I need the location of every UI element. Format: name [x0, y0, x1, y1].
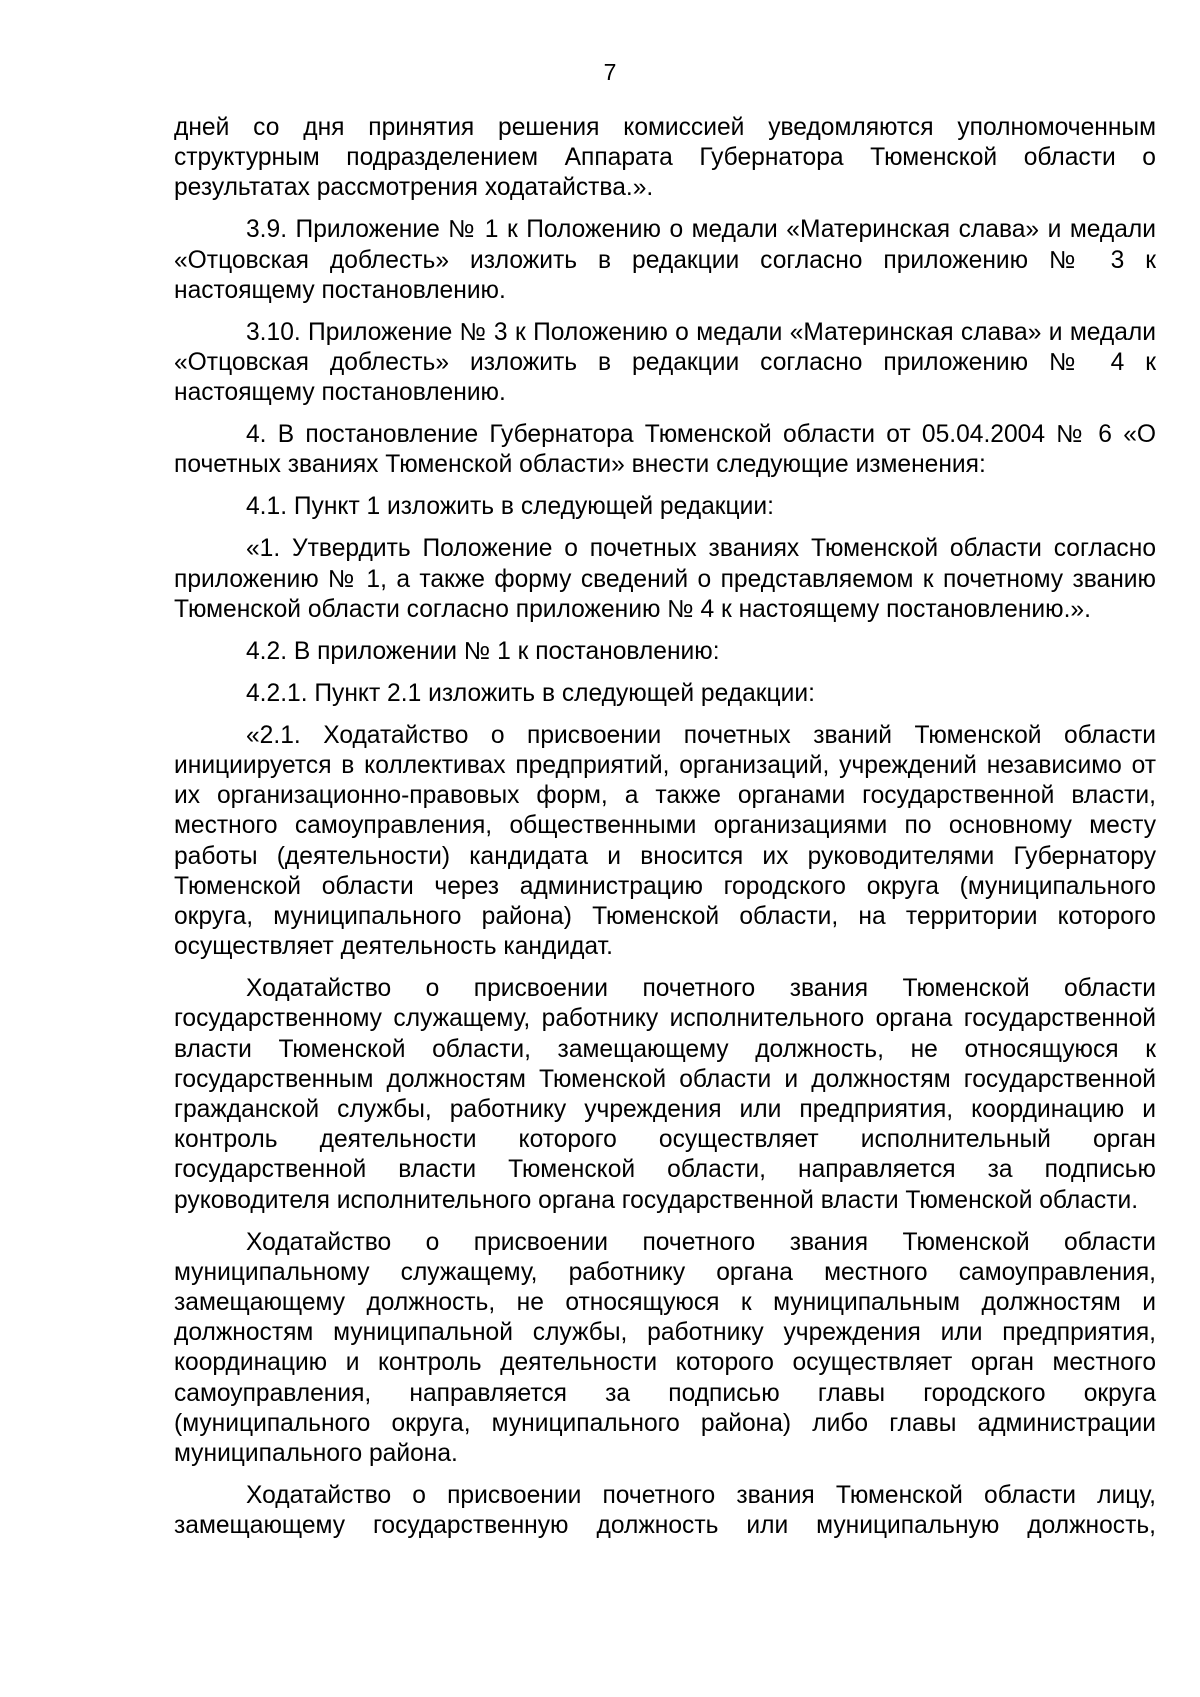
paragraph-3-9: 3.9. Приложение № 1 к Положению о медали «Материнская слава» и медали «Отцовская доблесть» изложить в редакции согласно приложению № 3 к настоящему постановлению. [174, 216, 1156, 304]
paragraph-2-1-text: «2.1. Ходатайство о присвоении почетных званий Тюменской области инициируется в коллективах предприятий, организаций, учреждений независимо от их организационно-правовых форм, а также органами государственной власти, местного самоуправления, общественными организациями по основному месту работы (деятельности) кандидата и вносится их руководителями Губернатору Тюменской области через администрацию городского округа (муниципального округа, муниципального района) Тюменской области, на территории которого осуществляет деятельность кандидат. [174, 721, 1156, 961]
paragraph-4: 4. В постановление Губернатора Тюменской области от 05.04.2004 № 6 «О почетных званиях Тюменской области» внести следующие изменения: [174, 421, 1156, 479]
paragraph-3-10: 3.10. Приложение № 3 к Положению о медали «Материнская слава» и медали «Отцовская доблесть» изложить в редакции согласно приложению № 4 к настоящему постановлению. [174, 318, 1156, 407]
paragraph-state-position: Ходатайство о присвоении почетного звания Тюменской области лицу, замещающему государственную должность или муниципальную должность, [174, 1482, 1156, 1540]
paragraph-4-1-text: «1. Утвердить Положение о почетных званиях Тюменской области согласно приложению № 1, а также форму сведений о представляемом к почетному званию Тюменской области согласно приложению № 4 к настоящему постановлению.». [174, 535, 1156, 623]
paragraph-state-servant: Ходатайство о присвоении почетного звания Тюменской области государственному служащему, работнику исполнительного органа государственной власти Тюменской области, замещающему должность, не относящуюся к государственным должностям Тюменской области и должностям государственной гражданской службы, работнику учреждения или предприятия, координацию и контроль деятельности которого осуществляет исполнительный орган государственной власти Тюменской области, направляется за подписью руководителя исполнительного органа государственной власти Тюменской области. [174, 975, 1156, 1214]
paragraph-4-2-1: 4.2.1. Пункт 2.1 изложить в следующей редакции: [246, 679, 815, 707]
paragraph-continuation: дней со дня принятия решения комиссией уведомляются уполномоченным структурным подразделением Аппарата Губернатора Тюменской области о результатах рассмотрения ходатайства.». [174, 114, 1156, 202]
paragraph-4-2: 4.2. В приложении № 1 к постановлению: [246, 637, 720, 665]
paragraph-municipal-servant: Ходатайство о присвоении почетного звания Тюменской области муниципальному служащему, работнику органа местного самоуправления, замещающему должность, не относящуюся к муниципальным должностям и должностям муниципальной службы, работнику учреждения или предприятия, координацию и контроль деятельности которого осуществляет орган местного самоуправления, направляется за подписью главы городского округа (муниципального округа, муниципального района) либо главы администрации муниципального района. [174, 1228, 1156, 1468]
document-body [174, 113, 1156, 1553]
page-number: 7 [603, 59, 617, 85]
paragraph-4-1: 4.1. Пункт 1 изложить в следующей редакции: [246, 493, 774, 521]
